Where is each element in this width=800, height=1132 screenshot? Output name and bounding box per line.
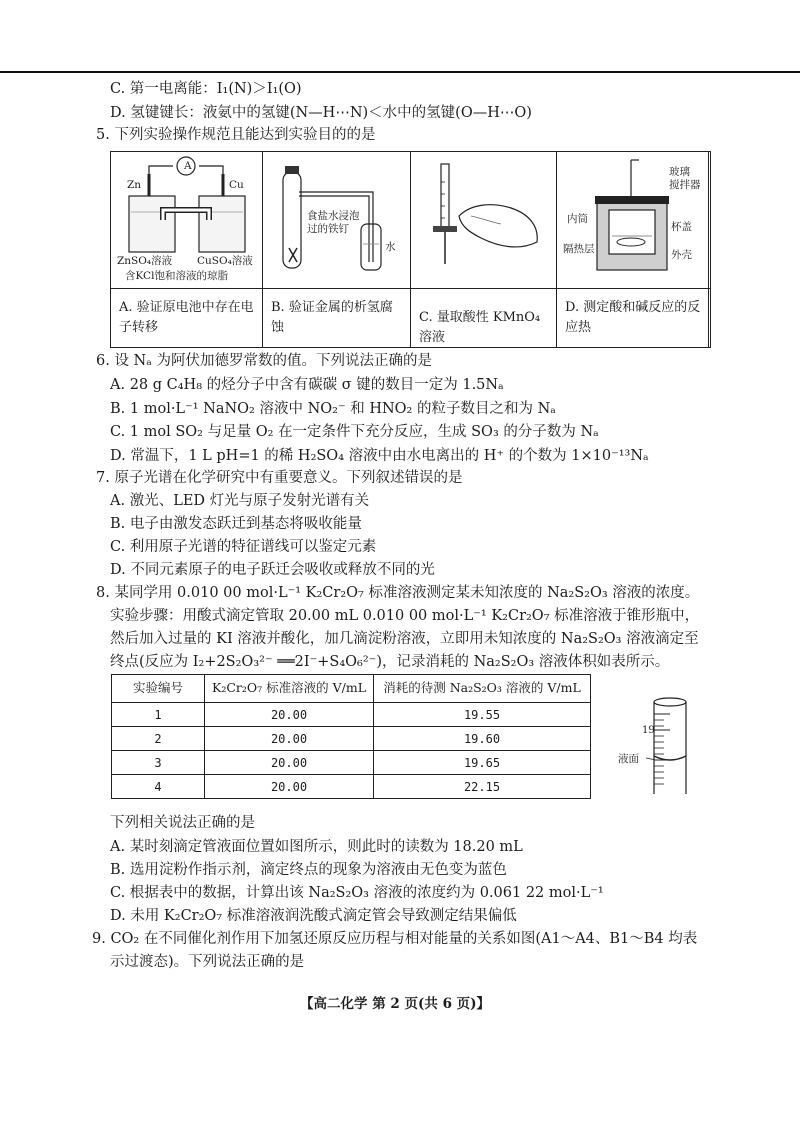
cuso4-label: CuSO₄溶液 bbox=[197, 255, 253, 267]
q8-data-table bbox=[111, 674, 591, 799]
q5-cell-c bbox=[411, 152, 557, 347]
q6-option-a: A. 28 g C₄H₈ 的烃分子中含有碳碳 σ 键的数目一定为 1.5Nₐ bbox=[110, 377, 504, 393]
table-cell: 20.00 bbox=[205, 775, 374, 799]
q8-stem: 8. 某同学用 0.010 00 mol·L⁻¹ K₂Cr₂O₇ 标准溶液测定某未知浓度的 Na₂S₂O₃ 溶液的浓度。 bbox=[96, 585, 700, 601]
q5-cell-b bbox=[263, 152, 411, 347]
table-cell: 20.00 bbox=[205, 703, 374, 727]
q6-stem: 6. 设 Nₐ 为阿伏加德罗常数的值。下列说法正确的是 bbox=[96, 353, 432, 369]
insulation-label: 隔热层 bbox=[563, 243, 595, 255]
q7-option-b: B. 电子由激发态跃迁到基态将吸收能量 bbox=[110, 516, 362, 532]
liquid-surface-label: 液面 bbox=[618, 753, 639, 765]
q5-caption-c: C. 量取酸性 KMnO₄ 溶液 bbox=[419, 310, 541, 345]
cu-label: Cu bbox=[229, 179, 244, 191]
table-row bbox=[112, 703, 591, 727]
q4-option-c: C. 第一电离能：I₁(N)＞I₁(O) bbox=[110, 81, 302, 97]
lid-label: 杯盖 bbox=[671, 221, 692, 233]
burette-scale-diagram bbox=[612, 690, 708, 800]
stirrer-label: 玻璃 搅拌器 bbox=[669, 166, 701, 191]
table-row bbox=[112, 751, 591, 775]
galvanic-cell-diagram bbox=[111, 152, 261, 288]
shell-label: 外壳 bbox=[671, 249, 692, 261]
burette-hand-diagram bbox=[411, 152, 555, 288]
znso4-label: ZnSO₄溶液 bbox=[117, 255, 173, 267]
table-header-row bbox=[112, 675, 591, 703]
table-cell: 19.65 bbox=[374, 751, 591, 775]
q5-stem: 5. 下列实验操作规范且能达到实验目的的是 bbox=[96, 127, 376, 143]
q5-apparatus-table bbox=[110, 151, 711, 348]
q5-caption-b: B. 验证金属的析氢腐蚀 bbox=[271, 300, 393, 335]
q8-step-line2: 然后加入过量的 KI 溶液并酸化，加几滴淀粉溶液，立即用未知浓度的 Na₂S₂O₃ 溶液滴定至 bbox=[110, 631, 699, 647]
burette-figure bbox=[612, 690, 708, 804]
table-header: 消耗的待测 Na₂S₂O₃ 溶液的 V/mL bbox=[374, 675, 591, 703]
q5-cell-a bbox=[111, 152, 263, 347]
q6-option-b: B. 1 mol·L⁻¹ NaNO₂ 溶液中 NO₂⁻ 和 HNO₂ 的粒子数目之和为 Nₐ bbox=[110, 401, 556, 417]
inner-cup-label: 内筒 bbox=[567, 213, 588, 225]
table-cell: 19.55 bbox=[374, 703, 591, 727]
q7-option-a: A. 激光、LED 灯光与原子发射光谱有关 bbox=[110, 493, 370, 509]
q6-option-d: D. 常温下，1 L pH=1 的稀 H₂SO₄ 溶液中由水电离出的 H⁺ 的个数为 1×10⁻¹³Nₐ bbox=[110, 448, 649, 464]
q9-stem-line1: 9. CO₂ 在不同催化剂作用下加氢还原反应历程与相对能量的关系如图(A1～A4、B1～B4 均表 bbox=[92, 931, 698, 947]
q7-stem: 7. 原子光谱在化学研究中有重要意义。下列叙述错误的是 bbox=[96, 470, 463, 486]
page-footer: 【高二化学 第 2 页(共 6 页)】 bbox=[300, 996, 491, 1012]
q5-caption-a: A. 验证原电池中存在电子转移 bbox=[119, 300, 254, 335]
q8-question: 下列相关说法正确的是 bbox=[110, 815, 255, 831]
q8-option-b: B. 选用淀粉作指示剂，滴定终点的现象为溶液由无色变为蓝色 bbox=[110, 862, 507, 878]
q9-stem-line2: 示过渡态)。下列说法正确的是 bbox=[110, 954, 305, 970]
salt-bridge-label: 含KCl饱和溶液的琼脂 bbox=[125, 270, 228, 282]
table-cell: 4 bbox=[112, 775, 205, 799]
q8-step-line1: 实验步骤：用酸式滴定管取 20.00 mL 0.010 00 mol·L⁻¹ K₂Cr₂O₇ 标准溶液于锥形瓶中， bbox=[110, 608, 700, 624]
table-cell: 2 bbox=[112, 727, 205, 751]
table-cell: 22.15 bbox=[374, 775, 591, 799]
table-cell: 20.00 bbox=[205, 727, 374, 751]
q7-option-c: C. 利用原子光谱的特征谱线可以鉴定元素 bbox=[110, 539, 377, 555]
q8-step-line3: 终点(反应为 I₂+2S₂O₃²⁻ ══2I⁻+S₄O₆²⁻)，记录消耗的 Na₂S₂O₃ 溶液体积如表所示。 bbox=[110, 654, 670, 670]
water-label: 水 bbox=[385, 241, 396, 253]
q8-option-a: A. 某时刻滴定管液面位置如图所示，则此时的读数为 18.20 mL bbox=[110, 839, 523, 855]
q6-option-c: C. 1 mol SO₂ 与足量 O₂ 在一定条件下充分反应，生成 SO₃ 的分子数为 Nₐ bbox=[110, 424, 599, 440]
table-cell: 1 bbox=[112, 703, 205, 727]
header-rule bbox=[0, 71, 800, 73]
zn-label: Zn bbox=[127, 179, 142, 191]
q5-cell-d bbox=[557, 152, 709, 347]
q8-option-c: C. 根据表中的数据，计算出该 Na₂S₂O₃ 溶液的浓度约为 0.061 22 mol·L⁻¹ bbox=[110, 885, 604, 901]
table-row bbox=[112, 727, 591, 751]
q7-option-d: D. 不同元素原子的电子跃迁会吸收或释放不同的光 bbox=[110, 562, 435, 578]
table-header: 实验编号 bbox=[112, 675, 205, 703]
table-cell: 19.60 bbox=[374, 727, 591, 751]
table-divider bbox=[111, 288, 710, 289]
q4-option-d: D. 氢键键长：液氨中的氢键(N—H⋯N)＜水中的氢键(O—H⋯O) bbox=[110, 105, 532, 121]
burette-mark-label: 19 bbox=[642, 725, 655, 736]
q8-option-d: D. 未用 K₂Cr₂O₇ 标准溶液润洗酸式滴定管会导致测定结果偏低 bbox=[110, 908, 517, 924]
nail-label: 食盐水浸泡 过的铁钉 bbox=[307, 210, 360, 235]
table-cell: 3 bbox=[112, 751, 205, 775]
q5-caption-d: D. 测定酸和碱反应的反应热 bbox=[565, 300, 701, 335]
table-row bbox=[112, 775, 591, 799]
table-cell: 20.00 bbox=[205, 751, 374, 775]
table-header: K₂Cr₂O₇ 标准溶液的 V/mL bbox=[205, 675, 374, 703]
ammeter-label: A bbox=[184, 160, 192, 172]
